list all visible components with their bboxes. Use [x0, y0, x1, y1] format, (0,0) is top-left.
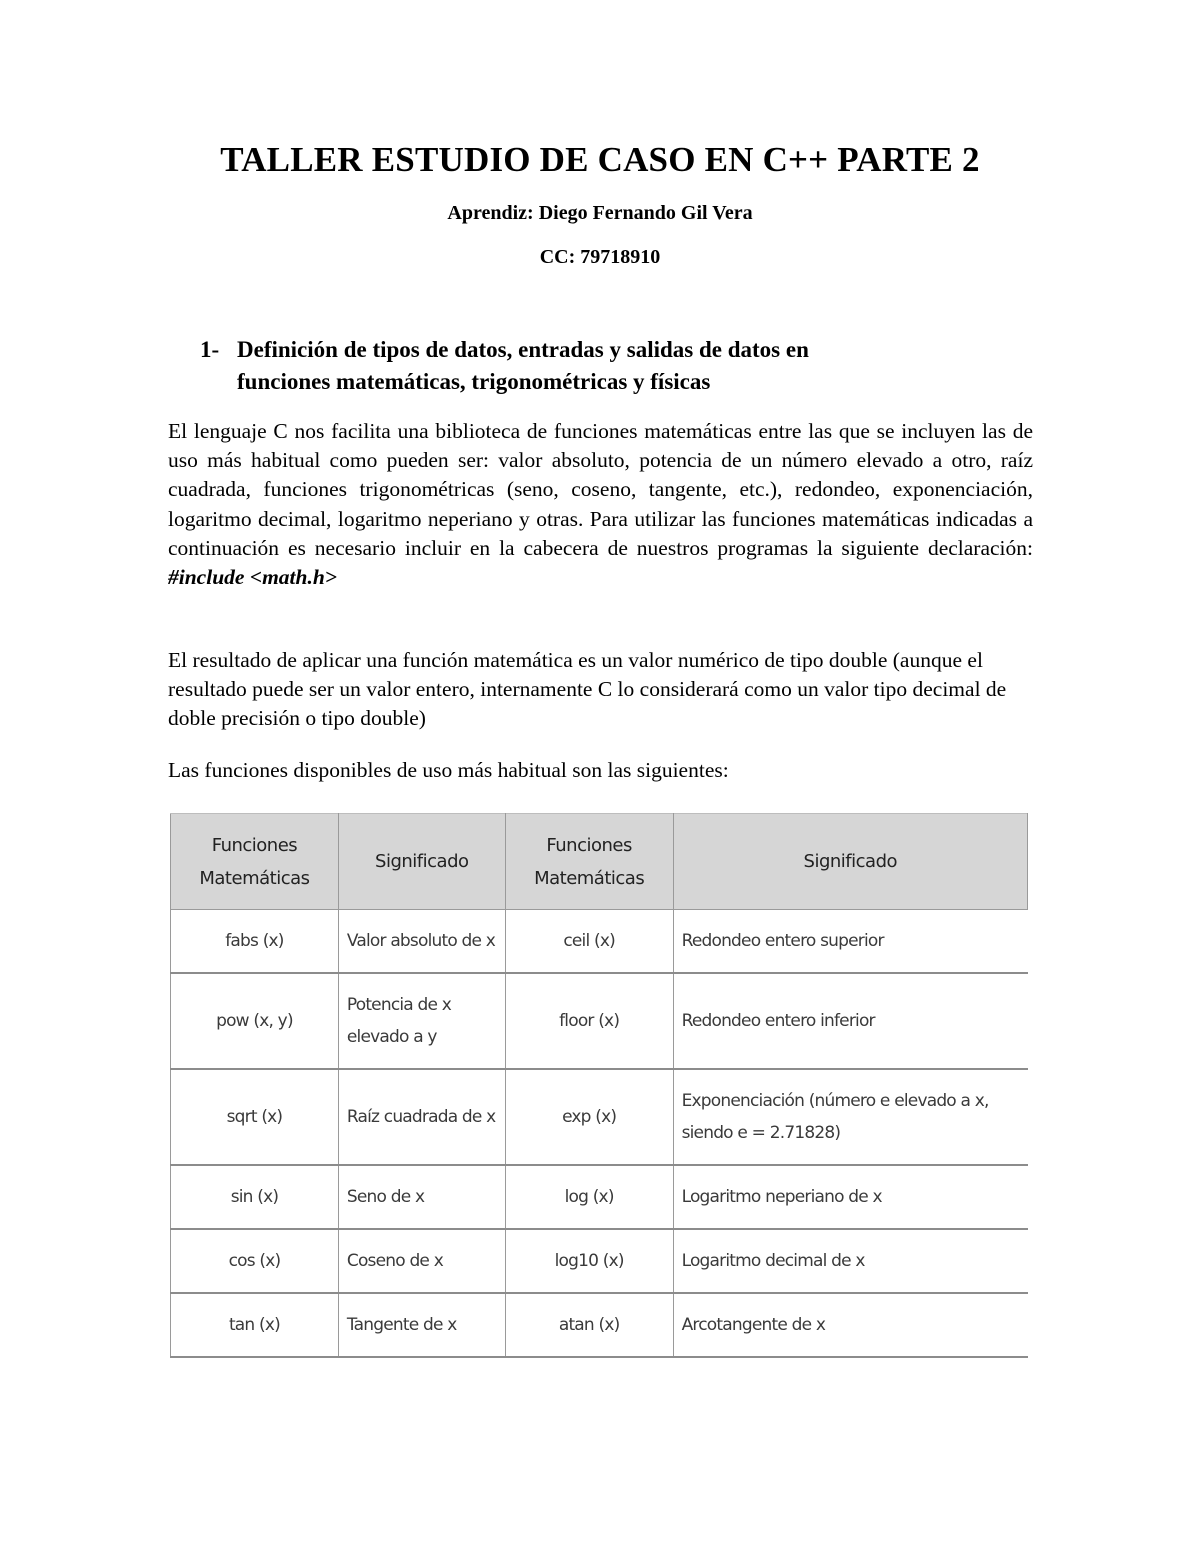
meaning-cell: Potencia de x elevado a y — [338, 973, 505, 1069]
meaning-cell: Raíz cuadrada de x — [338, 1069, 505, 1165]
table-row — [171, 1229, 1028, 1293]
document-title: TALLER ESTUDIO DE CASO EN C++ PARTE 2 — [220, 140, 980, 179]
include-statement: #include <math.h> — [168, 565, 338, 590]
section-heading-line1: Definición de tipos de datos, entradas y salidas de datos en — [237, 337, 809, 362]
meaning-cell: Valor absoluto de x — [338, 910, 505, 974]
math-functions-table — [170, 813, 1028, 1358]
function-cell: sin (x) — [171, 1165, 339, 1229]
table-header-row — [171, 814, 1028, 910]
paragraph-intro-text: El lenguaje C nos facilita una biblioteca de funciones matemáticas entre las que se incluyen las de uso más habitual como pueden ser: valor absoluto, potencia de un número elevado a otro, raíz cuadrada, funciones trigonométricas (seno, coseno, tangente, etc.), redondeo, exponenciación, logaritmo decimal, logaritmo neperiano y otras. Para utilizar las funciones matemáticas indicadas a continuación es necesario incluir en la cabecera de nuestros programas la siguiente declaración: — [168, 419, 1033, 560]
paragraph-list-intro: Las funciones disponibles de uso más habitual son las siguientes: — [168, 758, 729, 782]
function-cell: sqrt (x) — [171, 1069, 339, 1165]
section-number: 1- — [200, 337, 220, 362]
function-cell: atan (x) — [505, 1293, 673, 1357]
header-meaning-1: Significado — [338, 814, 505, 910]
function-cell: log (x) — [505, 1165, 673, 1229]
header-functions-1: Funciones Matemáticas — [171, 814, 339, 910]
meaning-cell: Arcotangente de x — [673, 1293, 1027, 1357]
table-row — [171, 910, 1028, 974]
meaning-cell: Tangente de x — [338, 1293, 505, 1357]
function-cell: log10 (x) — [505, 1229, 673, 1293]
meaning-cell: Redondeo entero inferior — [673, 973, 1027, 1069]
table-row — [171, 1069, 1028, 1165]
meaning-cell: Logaritmo neperiano de x — [673, 1165, 1027, 1229]
meaning-cell: Logaritmo decimal de x — [673, 1229, 1027, 1293]
table-row — [171, 1165, 1028, 1229]
function-cell: exp (x) — [505, 1069, 673, 1165]
function-cell: cos (x) — [171, 1229, 339, 1293]
paragraph-result-type: El resultado de aplicar una función matemática es un valor numérico de tipo double (aunque el resultado puede ser un valor entero, internamente C lo considerará como un valor tipo decimal de doble precisión o tipo double) — [168, 648, 1007, 731]
apprentice-name: Aprendiz: Diego Fernando Gil Vera — [447, 202, 753, 224]
meaning-cell: Redondeo entero superior — [673, 910, 1027, 974]
meaning-cell: Seno de x — [338, 1165, 505, 1229]
table-row — [171, 973, 1028, 1069]
meaning-cell: Exponenciación (número e elevado a x, siendo e = 2.71828) — [673, 1069, 1027, 1165]
id-number: CC: 79718910 — [539, 246, 661, 268]
function-cell: tan (x) — [171, 1293, 339, 1357]
paragraph-intro — [168, 417, 1033, 592]
header-meaning-2: Significado — [673, 814, 1027, 910]
table-row — [171, 1293, 1028, 1357]
function-cell: floor (x) — [505, 973, 673, 1069]
header-functions-2: Funciones Matemáticas — [505, 814, 673, 910]
function-cell: pow (x, y) — [171, 973, 339, 1069]
function-cell: ceil (x) — [505, 910, 673, 974]
function-cell: fabs (x) — [171, 910, 339, 974]
section-heading-text — [237, 334, 997, 398]
meaning-cell: Coseno de x — [338, 1229, 505, 1293]
section-heading-line2: funciones matemáticas, trigonométricas y físicas — [237, 369, 711, 394]
